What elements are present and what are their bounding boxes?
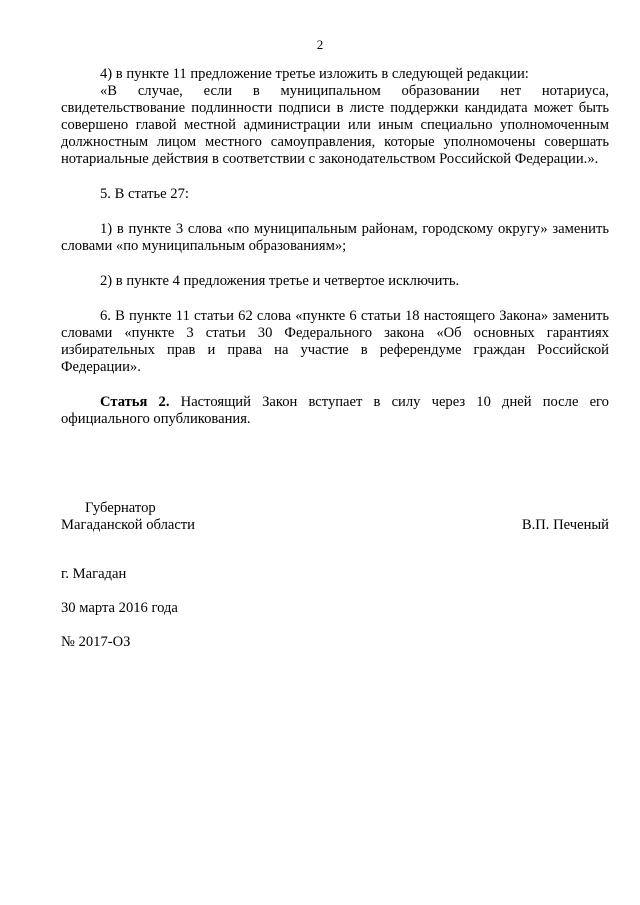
- article-2-label: Статья 2.: [100, 394, 170, 410]
- article-2-paragraph: [61, 394, 609, 428]
- signatory-name: В.П. Печеный: [521, 517, 609, 533]
- document-body: [61, 66, 609, 428]
- paragraph-item-1: 1) в пункте 3 слова «по муниципальным районам, городскому округу» заменить словами «по муниципальным образованиям»;: [61, 221, 609, 254]
- signature-block: [61, 500, 609, 534]
- place-of-signing: г. Магадан: [61, 566, 127, 582]
- signatory-title-line1: Губернатор: [85, 500, 156, 516]
- paragraph-item-4: 4) в пункте 11 предложение третье изложить в следующей редакции:: [100, 66, 529, 82]
- quoted-amendment-text: «В случае, если в муниципальном образовании нет нотариуса, свидетельствование подлинности подписи в листе поддержки кандидата может быть совершено главой местной администрации или иным специально уполномоченным должностным лицом местного самоуправления, которые уполномочены совершать нотариальные действия в соответствии с законодательством Российской Федерации.».: [61, 83, 609, 167]
- article-27-heading: 5. В статье 27:: [100, 186, 189, 202]
- signing-date: 30 марта 2016 года: [61, 600, 178, 616]
- signatory-title-line2: Магаданской области: [61, 517, 195, 533]
- paragraph-item-2: 2) в пункте 4 предложения третье и четвертое исключить.: [100, 273, 460, 289]
- law-number: № 2017-ОЗ: [61, 634, 131, 650]
- article-2-text: Настоящий Закон вступает в силу через 10 дней после его официального опубликования.: [61, 394, 609, 427]
- signatory-row: [61, 517, 609, 534]
- paragraph-item-6: 6. В пункте 11 статьи 62 слова «пункте 6 статьи 18 настоящего Закона» заменить словами «пункте 3 статьи 30 Федерального закона «Об основных гарантиях избирательных прав и права на участие в референдуме граждан Российской Федерации».: [61, 308, 609, 375]
- page-number: 2: [316, 37, 324, 52]
